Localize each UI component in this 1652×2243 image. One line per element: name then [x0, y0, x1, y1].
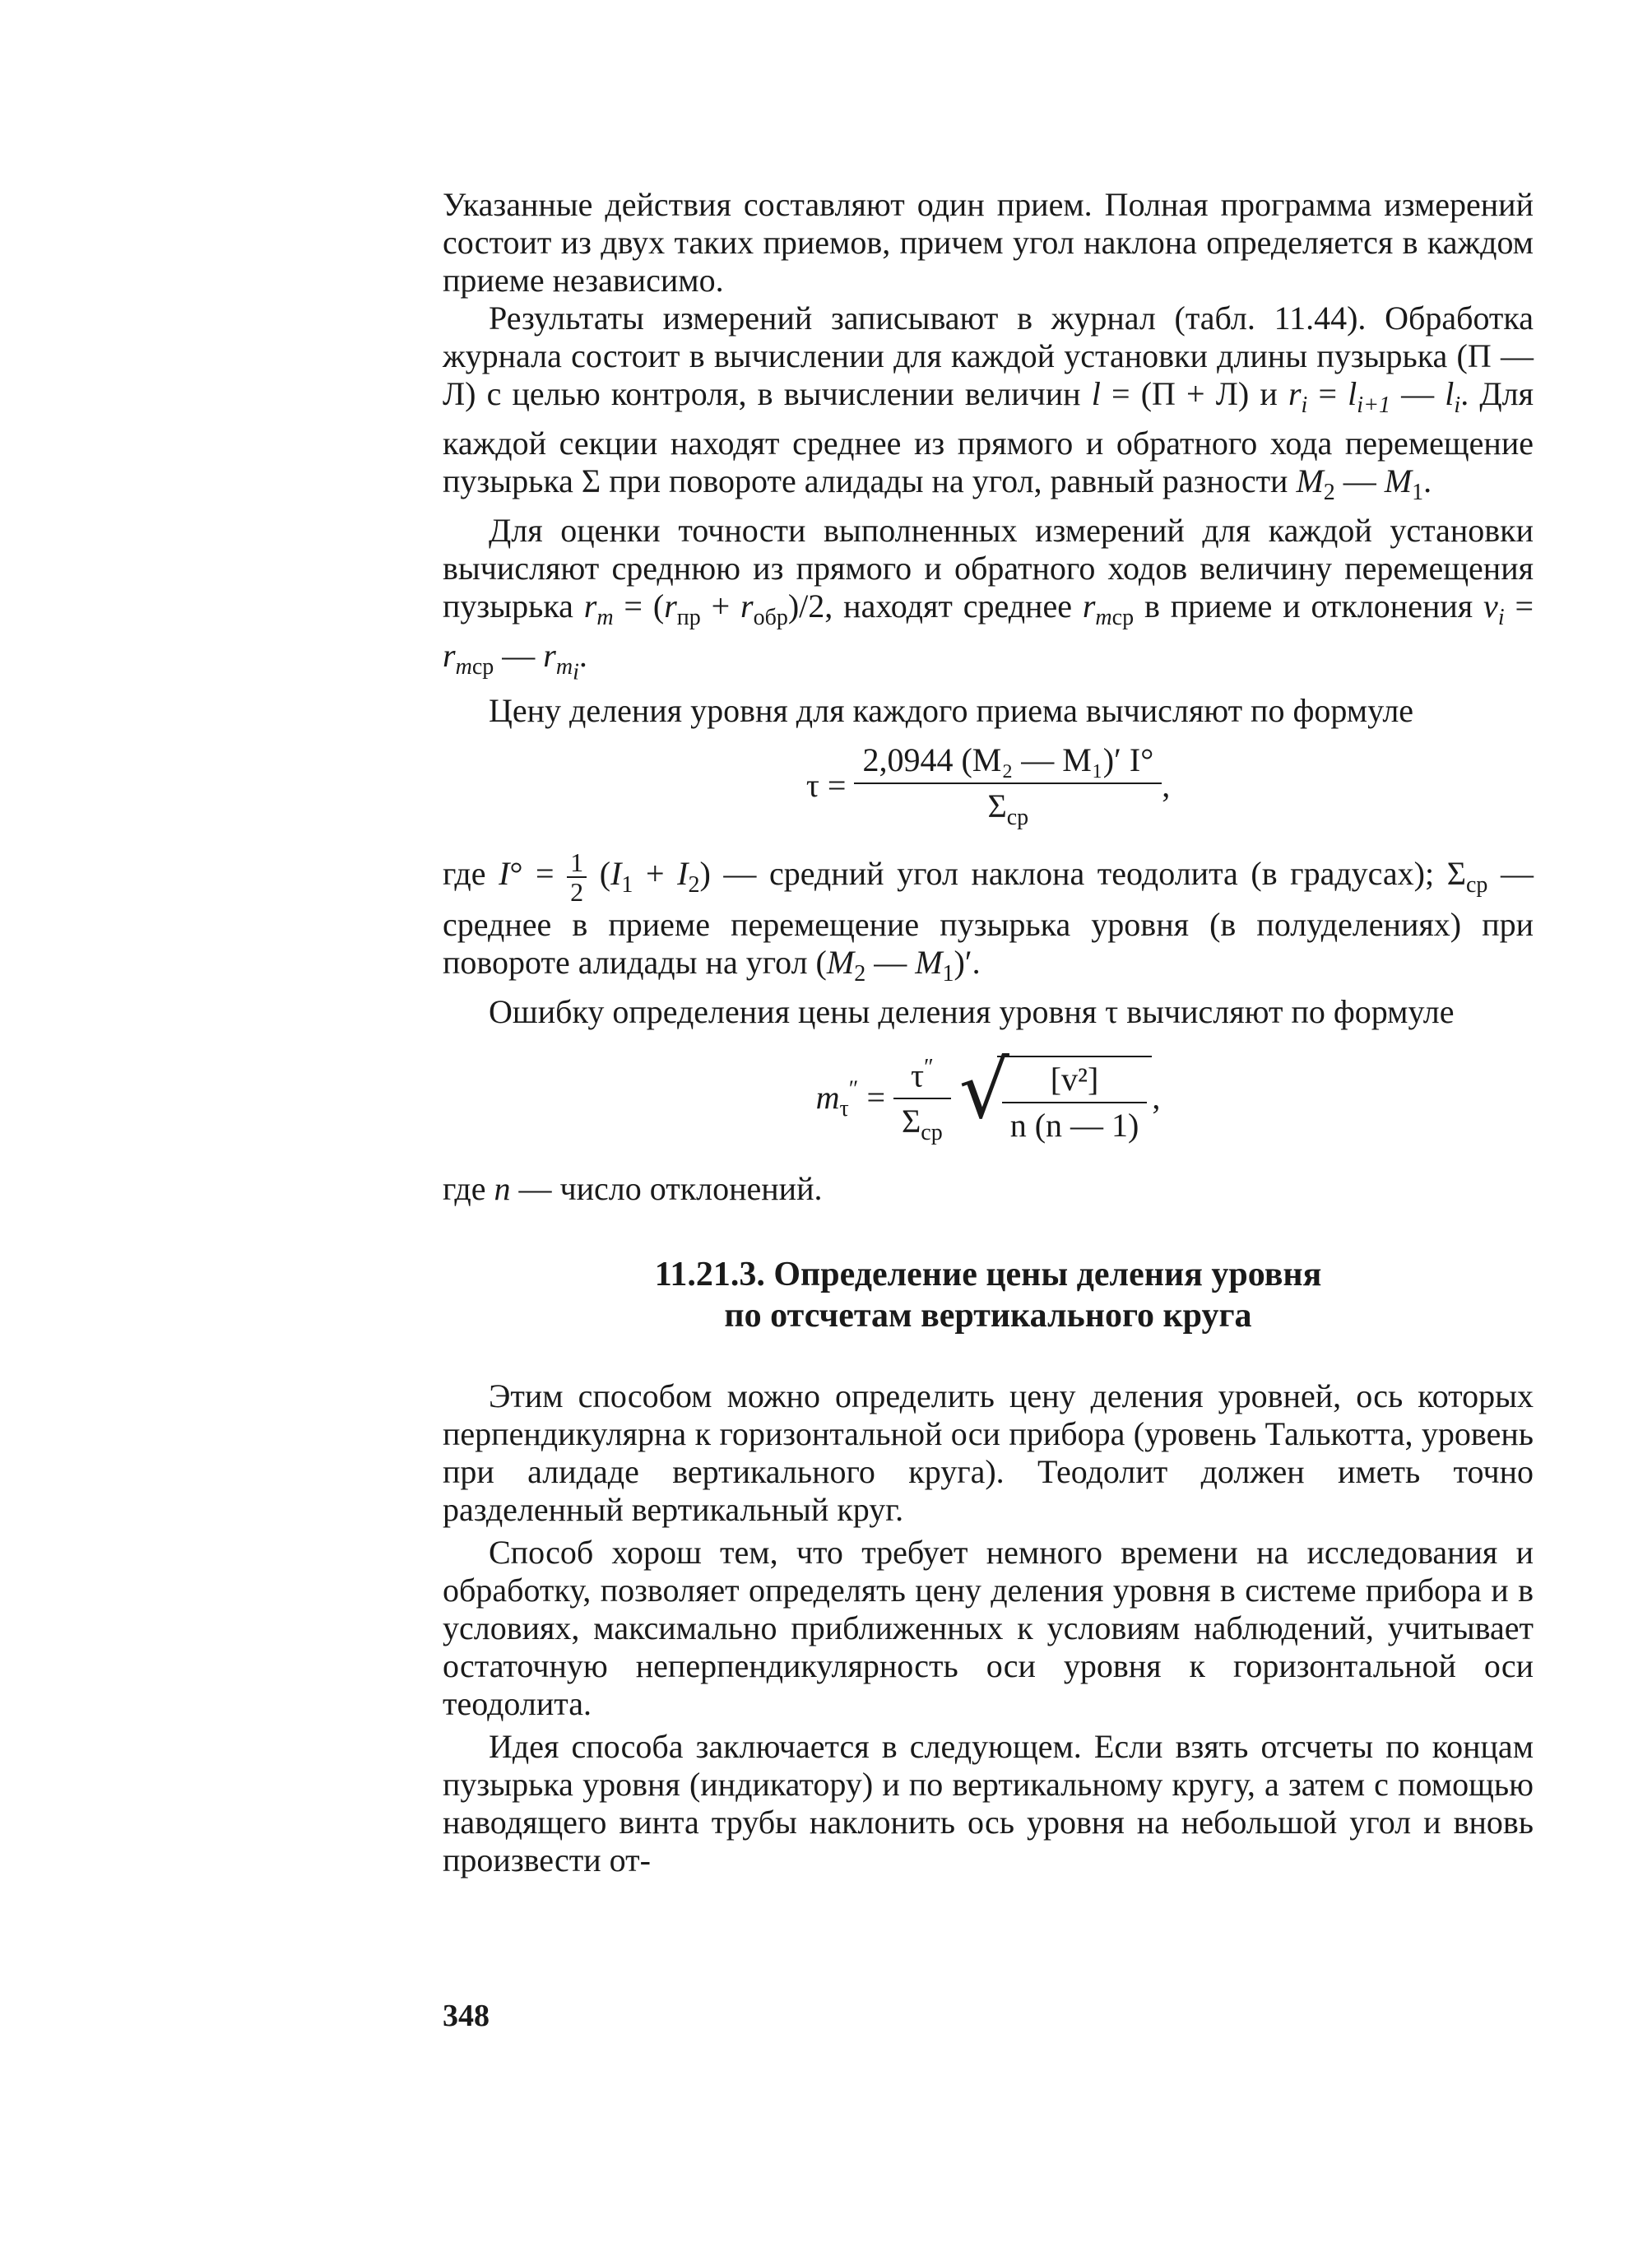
- n-denominator: n (n — 1): [1009, 1107, 1139, 1145]
- text-column: [443, 186, 1534, 1879]
- section-heading-line-2: по отсчетам вертикального круга: [724, 1296, 1252, 1335]
- section-heading: [443, 1254, 1534, 1336]
- section-heading-line-1: 11.21.3. Определение цены деления уровня: [654, 1255, 1322, 1293]
- page-number: 348: [443, 1999, 490, 2033]
- tau-numerator: 2,0944 (M₂ — M₁)′ I°: [854, 741, 1162, 784]
- tau-denominator: $\Sigma_{ср}$: [987, 787, 1029, 830]
- paragraph-10-text: Идея способа заключается в следующем. Если взять отсчеты по концам пузырька уровня (индикатору) и по вертикальному кругу, а затем с помощью наводящего винта трубы наклонить ось уровня на небольшой угол и вновь произвести от-: [443, 1727, 1534, 1878]
- paragraph-8-text: Этим способом можно определить цену деления уровней, ось которых перпендикулярна к горизонтальной оси прибора (уровень Талькотта, уровень при алидаде вертикального круга). Теодолит должен иметь точно разделенный вертикальный круг.: [443, 1377, 1534, 1528]
- m-tau-formula: $m_\tau''$ = $\frac{\tau''}{\Sigma_{ср}}$ √ $\frac{\text{[v²]}}{n (n — 1)}$ ,: [443, 1049, 1534, 1152]
- tau-over-sigma: $\frac{\tau''}{\Sigma_{ср}}$: [893, 1049, 951, 1152]
- paragraph-6-text-a: Ошибку определения цены деления уровня: [489, 992, 1097, 1030]
- paragraph-5-text-a: где: [443, 854, 486, 892]
- tau-lhs: τ =: [805, 766, 847, 804]
- paragraph-5-text-b: — средний угол наклона теодолита (в градусах);: [723, 854, 1435, 892]
- paragraph-7-text-b: — число отклонений.: [518, 1169, 823, 1207]
- paragraph-7: где n — число отклонений.: [443, 1169, 823, 1207]
- paragraph-10: [443, 1728, 1534, 1879]
- paragraph-3-text-c: в приеме и отклонения: [1144, 587, 1473, 625]
- paragraph-7-text-a: где: [443, 1169, 486, 1207]
- tau-fraction: [854, 741, 1162, 837]
- paragraph-3: Для оценки точности выполненных измерений для каждой установки вычисляют среднюю из прямого и обратного ходов величину перемещения пузырька $r_m = (r_{пр} + r_{обр})/2$, находят среднее $r_{mср}$ в приеме и отклонения $v_i = r_{mср}$ — $r_{m_i}$.: [443, 512, 1534, 685]
- paragraph-1-text: Указанные действия составляют один прием. Полная программа измерений состоит из двух таких приемов, причем угол наклона определяется в каждом приеме независимо.: [443, 186, 1534, 299]
- paragraph-2-text-b: Для каждой секции находят среднее из прямого и обратного хода перемещение пузырька Σ при повороте алидады на угол, равный разности: [443, 375, 1534, 499]
- paragraph-4-text: Цену деления уровня для каждого приема вычисляют по формуле: [489, 691, 1414, 729]
- paragraph-3-text-b: находят среднее: [843, 587, 1072, 625]
- half-fraction: $\frac{1}{2}$: [567, 848, 587, 906]
- paragraph-1: [443, 186, 1534, 300]
- paragraph-4: [443, 692, 1534, 730]
- tau-formula: τ = $\frac{\text{2,0944 (M₂ — M₁)′ I°}}{\Sigma_{ср}}$ ,: [443, 741, 1534, 837]
- paragraph-9-text: Способ хорош тем, что требует немного времени на исследования и обработку, позволяет определять цену деления уровня в системе прибора и в условиях, максимально приближенных к условиям наблюдений, учитывает остаточную неперпендикулярность оси уровня к горизонтальной оси теодолита.: [443, 1533, 1534, 1722]
- paragraph-6: Ошибку определения цены деления уровня τ вычисляют по формуле: [489, 992, 1455, 1030]
- m-lhs: m: [815, 1078, 840, 1116]
- sqrt-expression: √ $\frac{\text{[v²]}}{n (n — 1)}$: [959, 1056, 1153, 1145]
- paragraph-3-text-a: Для оценки точности выполненных измерений для каждой установки вычисляют среднюю из прямого и обратного ходов величину перемещения пузырька: [443, 512, 1534, 625]
- paragraph-5-text-c: — среднее в приеме перемещение пузырька уровня (в полуделениях) при повороте алидады на угол: [443, 854, 1534, 981]
- paragraph-6-text-b: вычисляют по формуле: [1126, 992, 1455, 1030]
- paragraph-5: где I° = $\frac{1}{2}$ $(I_1 + I_2)$ — средний угол наклона теодолита (в градусах); $\Sigma_{ср}$ — среднее в приеме перемещение пузырька уровня (в полуделениях) при повороте алидады на угол ($M_2$ — $M_1)'$.: [443, 847, 1534, 987]
- paragraph-8: [443, 1377, 1534, 1529]
- paragraph-9: [443, 1534, 1534, 1723]
- v2-numerator: [v²]: [1002, 1061, 1148, 1103]
- paragraph-2: Результаты измерений записывают в журнал (табл. 11.44). Обработка журнала состоит в вычислении для каждой установки длины пузырька (П — Л) с целью контроля, в вычислении величин l = (П + Л) и $r_i = l_{i+1}$ — $l_i$. Для каждой секции находят среднее из прямого и обратного хода перемещение пузырька Σ при повороте алидады на угол, равный разности $M_2$ — $M_1$.: [443, 300, 1534, 505]
- paragraph-2-text-a: Результаты измерений записывают в журнал (табл. 11.44). Обработка журнала состоит в вычислении для каждой установки длины пузырька (П — Л) с целью контроля, в вычислении величин: [443, 300, 1534, 412]
